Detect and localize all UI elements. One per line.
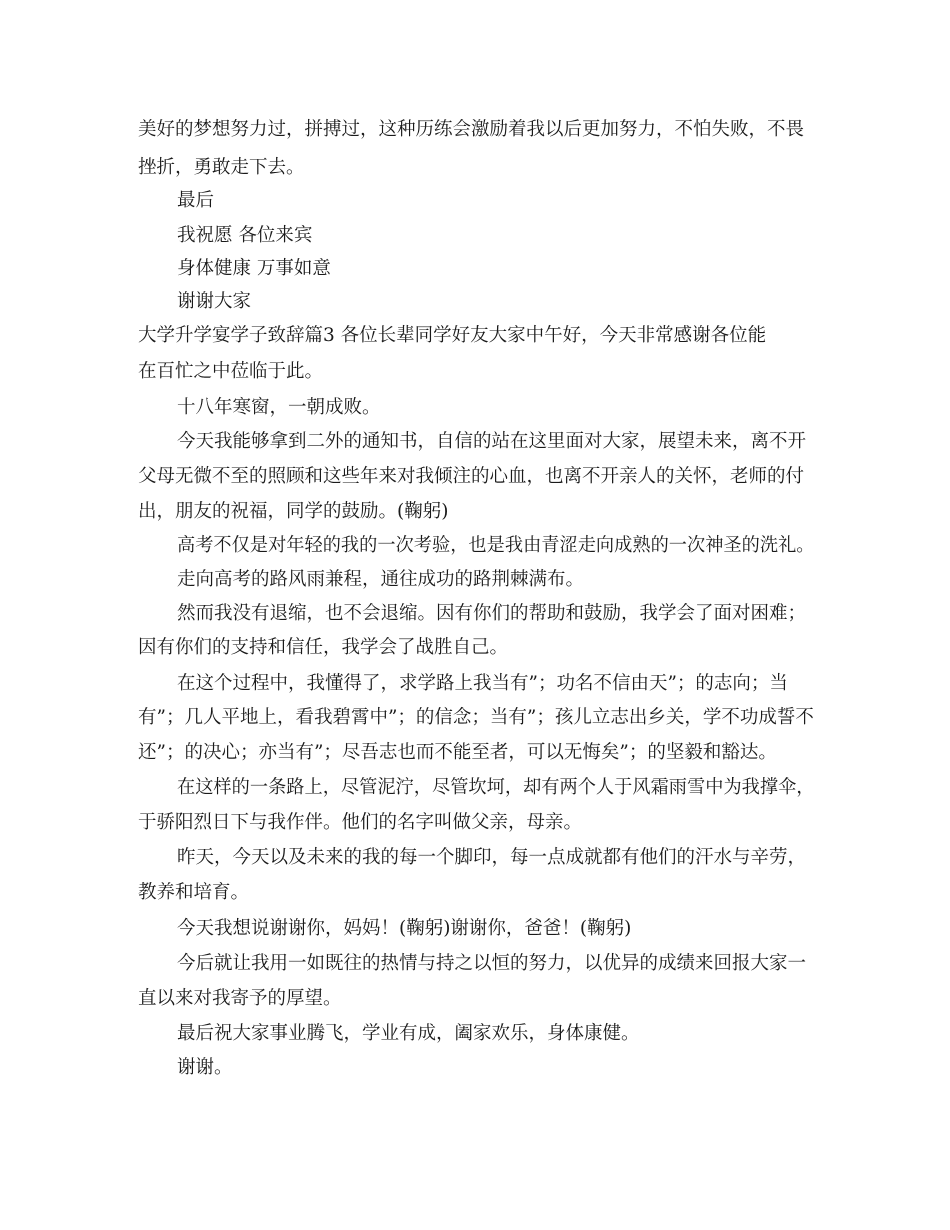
body-line-12: 出，朋友的祝福，同学的鼓励。(鞠躬) bbox=[138, 501, 449, 522]
body-line-21: 于骄阳烈日下与我作伴。他们的名字叫做父亲，母亲。 bbox=[138, 812, 583, 833]
body-line-18: 有”；几人平地上，看我碧霄中”；的信念；当有”；孩儿立志出乡关，学不功成誓不 bbox=[138, 707, 814, 728]
body-line-11: 父母无微不至的照顾和这些年来对我倾注的心血，也离不开亲人的关怀，老师的付 bbox=[138, 466, 805, 487]
body-line-10: 今天我能够拿到二外的通知书，自信的站在这里面对大家，展望未来，离不开 bbox=[177, 431, 807, 452]
body-line-27: 最后祝大家事业腾飞，学业有成，阖家欢乐，身体康健。 bbox=[177, 1023, 640, 1044]
body-line-5: 身体健康 万事如意 bbox=[177, 258, 331, 279]
body-line-14: 走向高考的路风雨兼程，通往成功的路荆棘满布。 bbox=[177, 569, 585, 590]
body-line-22: 昨天，今天以及未来的我的每一个脚印，每一点成就都有他们的汗水与辛劳， bbox=[177, 847, 807, 868]
body-line-25: 今后就让我用一如既往的热情与持之以恒的努力，以优异的成绩来回报大家一 bbox=[177, 953, 807, 974]
body-line-3: 最后 bbox=[177, 190, 215, 211]
body-line-19: 还”；的决心；亦当有”；尽吾志也而不能至者，可以无悔矣”；的坚毅和豁达。 bbox=[138, 742, 777, 763]
body-line-8: 在百忙之中莅临于此。 bbox=[138, 361, 324, 382]
body-line-13: 高考不仅是对年轻的我的一次考验，也是我由青涩走向成熟的一次神圣的洗礼。 bbox=[177, 535, 815, 556]
body-line-23: 教养和培育。 bbox=[138, 882, 250, 903]
body-line-9: 十八年寒窗，一朝成败。 bbox=[177, 397, 381, 418]
body-line-26: 直以来对我寄予的厚望。 bbox=[138, 988, 342, 1009]
body-line-28: 谢谢。 bbox=[177, 1057, 233, 1078]
body-line-2: 挫折，勇敢走下去。 bbox=[138, 157, 305, 178]
body-line-6: 谢谢大家 bbox=[177, 291, 252, 312]
body-line-1: 美好的梦想努力过，拼搏过，这种历练会激励着我以后更加努力，不怕失败，不畏 bbox=[138, 119, 805, 140]
body-line-24: 今天我想说谢谢你，妈妈！(鞠躬)谢谢你，爸爸！(鞠躬) bbox=[177, 918, 632, 939]
section-heading-line: 大学升学宴学子致辞篇3 各位长辈同学好友大家中午好，今天非常感谢各位能 bbox=[138, 325, 767, 346]
body-line-17: 在这个过程中，我懂得了，求学路上我当有”；功名不信由天”；的志向；当 bbox=[177, 673, 788, 694]
body-line-15: 然而我没有退缩，也不会退缩。因有你们的帮助和鼓励，我学会了面对困难； bbox=[177, 603, 807, 624]
body-line-20: 在这样的一条路上，尽管泥泞，尽管坎坷，却有两个人于风霜雨雪中为我撑伞， bbox=[177, 777, 815, 798]
body-line-16: 因有你们的支持和信任，我学会了战胜自己。 bbox=[138, 637, 509, 658]
body-line-4: 我祝愿 各位来宾 bbox=[177, 225, 313, 246]
